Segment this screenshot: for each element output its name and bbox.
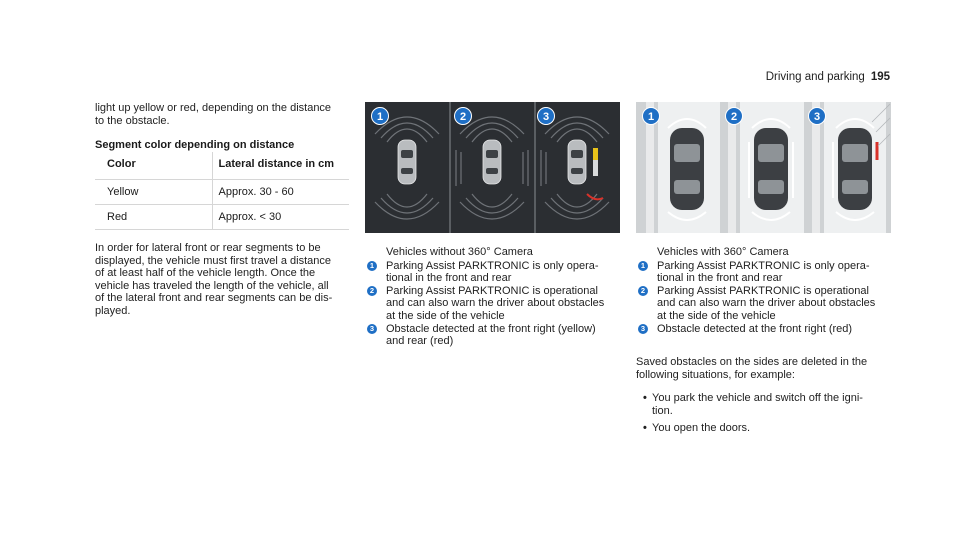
caption-heading: Vehicles without 360° Camera [386, 246, 533, 258]
camera-view-figure [636, 102, 891, 233]
page-number: 195 [870, 71, 890, 83]
caption-line: Parking Assist PARKTRONIC is operational [657, 284, 869, 297]
bullet-icon: • [643, 392, 647, 404]
caption-line: Obstacle detected at the front right (red) [657, 322, 853, 335]
caption-item [365, 285, 627, 323]
number-marker-icon: 1 [638, 261, 648, 271]
caption-item [365, 323, 627, 348]
caption-line: at the side of the vehicle [386, 309, 505, 322]
bullet-line: tion. [652, 404, 673, 417]
caption-item [636, 323, 898, 336]
bullet-icon: • [643, 422, 647, 434]
note-line: In order for lateral front or rear segments to be [95, 242, 321, 254]
note-line: displayed, the vehicle must first travel a distance [95, 254, 332, 267]
saved-line: following situations, for example: [636, 368, 795, 381]
column-header: Color [95, 152, 212, 179]
note-line: of at least half of the vehicle length. Once the [95, 267, 316, 280]
table-title: Segment color depending on distance [95, 139, 295, 151]
section-title: Driving and parking [765, 71, 865, 83]
note-line: played. [95, 304, 131, 317]
figure1-marker-3: 3 [537, 107, 555, 125]
table-row [95, 179, 349, 204]
table-row [95, 204, 349, 229]
page-header [766, 71, 890, 83]
figure1-marker-1: 1 [371, 107, 389, 125]
caption-line: Obstacle detected at the front right (yellow) [386, 322, 596, 335]
saved-obstacles-text [636, 356, 898, 381]
caption-line: Parking Assist PARKTRONIC is only opera- [657, 259, 870, 272]
caption-item [636, 285, 898, 323]
caption-line: and can also warn the driver about obstacles [386, 297, 605, 310]
number-marker-icon: 3 [367, 324, 377, 334]
caption-line: and can also warn the driver about obstacles [657, 297, 876, 310]
table-cell: Approx. < 30 [212, 204, 349, 229]
figure2-caption [636, 246, 898, 335]
caption-line: and rear (red) [386, 335, 454, 348]
caption-line: at the side of the vehicle [657, 309, 776, 322]
caption-line: tional in the front and rear [657, 272, 783, 285]
bullet-item [643, 392, 900, 417]
column-header: Lateral distance in cm [212, 152, 349, 179]
caption-line: tional in the front and rear [386, 272, 512, 285]
number-marker-icon: 2 [638, 286, 648, 296]
figure2-marker-3: 3 [808, 107, 826, 125]
table-cell: Yellow [95, 179, 212, 204]
table-cell: Approx. 30 - 60 [212, 179, 349, 204]
number-marker-icon: 1 [367, 261, 377, 271]
caption-line: Parking Assist PARKTRONIC is only opera- [386, 259, 599, 272]
figure2-marker-1: 1 [642, 107, 660, 125]
intro-line: to the obstacle. [95, 114, 170, 127]
intro-text [95, 102, 355, 127]
parktronic-display-figure [365, 102, 620, 233]
note-line: of the lateral front and rear segments can be dis- [95, 292, 333, 305]
caption-line: Parking Assist PARKTRONIC is operational [386, 284, 598, 297]
table-cell: Red [95, 204, 212, 229]
caption-item [365, 260, 627, 285]
caption-item [636, 260, 898, 285]
number-marker-icon: 3 [638, 324, 648, 334]
intro-line: light up yellow or red, depending on the distance [95, 102, 332, 114]
bullet-line: You park the vehicle and switch off the igni- [652, 392, 863, 404]
caption-heading: Vehicles with 360° Camera [657, 246, 789, 258]
figure1-marker-2: 2 [454, 107, 472, 125]
note-line: vehicle has traveled the length of the vehicle, all [95, 279, 329, 292]
table-header-row [95, 152, 349, 179]
bullet-item [643, 422, 900, 435]
figure1-caption [365, 246, 627, 348]
segment-color-table [95, 152, 349, 230]
saved-line: Saved obstacles on the sides are deleted in the [636, 356, 868, 368]
bullet-line: You open the doors. [652, 422, 751, 434]
figure2-marker-2: 2 [725, 107, 743, 125]
note-paragraph [95, 242, 355, 318]
number-marker-icon: 2 [367, 286, 377, 296]
